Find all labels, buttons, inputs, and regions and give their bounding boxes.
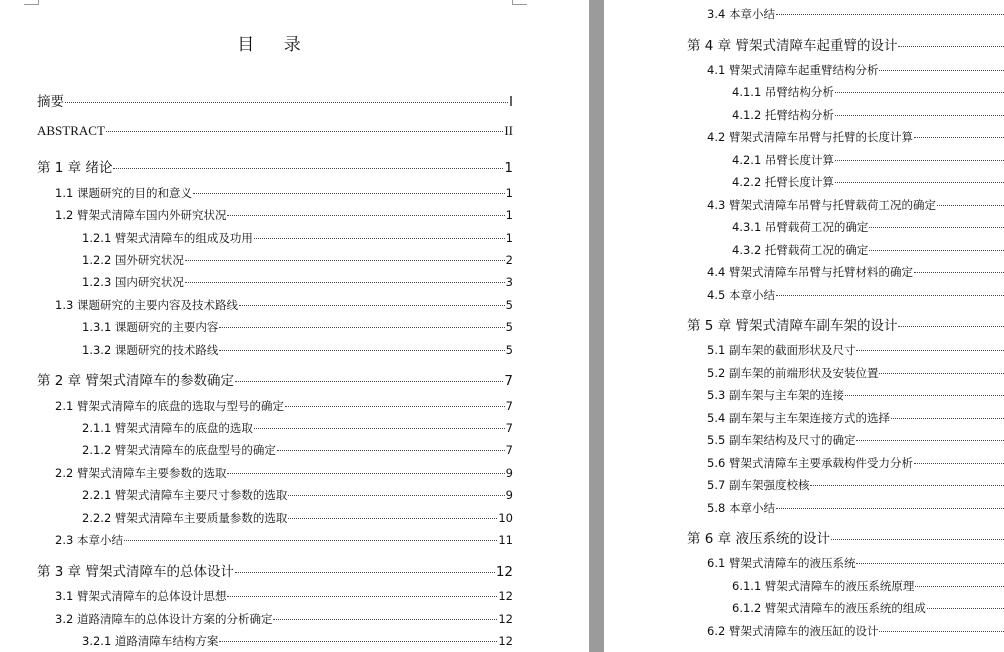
leader-dots bbox=[856, 440, 1004, 441]
leader-dots bbox=[898, 46, 1004, 47]
toc-entry-text: 2.2.2 臂架式清障车主要质量参数的选取 bbox=[82, 511, 288, 525]
leader-dots bbox=[113, 168, 503, 169]
leader-dots bbox=[937, 205, 1004, 206]
leader-dots bbox=[914, 463, 1004, 464]
toc-entry-text: 2.1.2 臂架式清障车的底盘型号的确定 bbox=[82, 443, 276, 457]
leader-dots bbox=[869, 250, 1004, 251]
toc-entry[interactable] bbox=[687, 527, 1004, 547]
leader-dots bbox=[65, 102, 508, 103]
right-page bbox=[604, 0, 1004, 652]
toc-entry[interactable] bbox=[707, 6, 1004, 22]
toc-entry[interactable] bbox=[707, 410, 1004, 426]
toc-entry[interactable] bbox=[687, 34, 1004, 54]
toc-entry-text: 4.4 臂架式清障车吊臂与托臂材料的确定 bbox=[707, 265, 913, 279]
leader-dots bbox=[898, 326, 1004, 327]
toc-entry-text: 第 5 章 臂架式清障车副车架的设计 bbox=[687, 318, 898, 334]
leader-dots bbox=[879, 373, 1004, 374]
leader-dots bbox=[235, 572, 495, 573]
leader-dots bbox=[227, 596, 497, 597]
leader-dots bbox=[235, 381, 503, 382]
toc-entry[interactable] bbox=[687, 314, 1004, 334]
toc-entry[interactable] bbox=[82, 274, 513, 290]
leader-dots bbox=[856, 350, 1004, 351]
leader-dots bbox=[835, 115, 1004, 116]
leader-dots bbox=[239, 305, 505, 306]
leader-dots bbox=[106, 131, 503, 132]
toc-entry-page: 7 bbox=[505, 443, 513, 457]
toc-entry[interactable] bbox=[732, 107, 1004, 123]
toc-entry[interactable] bbox=[707, 623, 1004, 639]
toc-entry-page: 7 bbox=[505, 399, 513, 413]
leader-dots bbox=[776, 295, 1004, 296]
toc-entry-text: 6.1 臂架式清障车的液压系统 bbox=[707, 556, 856, 570]
leader-dots bbox=[845, 395, 1004, 396]
toc-entry-text: 1.3.1 课题研究的主要内容 bbox=[82, 320, 219, 334]
toc-entry-text: 6.1.2 臂架式清障车的液压系统的组成 bbox=[732, 601, 926, 615]
toc-entry[interactable] bbox=[732, 242, 1004, 258]
leader-dots bbox=[219, 327, 504, 328]
leader-dots bbox=[277, 450, 505, 451]
toc-entry-page: 5 bbox=[505, 298, 513, 312]
toc-entry-page: 7 bbox=[504, 373, 513, 389]
toc-entry-page: 1 bbox=[504, 160, 513, 176]
toc-title: 目 录 bbox=[237, 35, 313, 55]
toc-entry[interactable] bbox=[37, 90, 513, 110]
toc-entry-text: 1.3.2 课题研究的技术路线 bbox=[82, 343, 219, 357]
toc-entry[interactable] bbox=[707, 555, 1004, 571]
toc-entry-page: 1 bbox=[505, 186, 513, 200]
leader-dots bbox=[254, 428, 505, 429]
leader-dots bbox=[810, 485, 1004, 486]
toc-entry-page: 10 bbox=[498, 511, 513, 525]
leader-dots bbox=[185, 260, 505, 261]
toc-entry-page: 9 bbox=[505, 488, 513, 502]
toc-entry-page: 5 bbox=[505, 320, 513, 334]
toc-entry-text: 1.3 课题研究的主要内容及技术路线 bbox=[55, 298, 238, 312]
toc-entry[interactable] bbox=[732, 578, 1004, 594]
toc-entry[interactable] bbox=[707, 342, 1004, 358]
leader-dots bbox=[915, 586, 1004, 587]
toc-entry-text: 1.2.3 国内研究状况 bbox=[82, 275, 184, 289]
toc-entry-text: 摘要 bbox=[37, 94, 64, 110]
leader-dots bbox=[835, 160, 1004, 161]
toc-entry[interactable] bbox=[707, 129, 1004, 145]
toc-entry-text: 2.2 臂架式清障车主要参数的选取 bbox=[55, 466, 227, 480]
toc-entry-text: 4.2.2 托臂长度计算 bbox=[732, 175, 834, 189]
toc-entry-text: 4.1 臂架式清障车起重臂结构分析 bbox=[707, 63, 879, 77]
toc-entry[interactable] bbox=[55, 398, 513, 414]
toc-entry-text: 5.1 副车架的截面形状及尺寸 bbox=[707, 343, 856, 357]
leader-dots bbox=[288, 495, 504, 496]
leader-dots bbox=[776, 14, 1004, 15]
toc-entry-page: 3 bbox=[505, 275, 513, 289]
toc-entry[interactable] bbox=[82, 442, 513, 458]
toc-entry-text: 1.2.2 国外研究状况 bbox=[82, 253, 184, 267]
toc-entry[interactable] bbox=[82, 342, 513, 358]
toc-entry[interactable] bbox=[55, 297, 513, 313]
toc-entry-text: 1.2.1 臂架式清障车的组成及功用 bbox=[82, 231, 253, 245]
toc-entry-text: 4.2.1 吊臂长度计算 bbox=[732, 153, 834, 167]
leader-dots bbox=[227, 215, 504, 216]
toc-entry-text: 第 2 章 臂架式清障车的参数确定 bbox=[37, 373, 234, 389]
toc-entry-text: 3.4 本章小结 bbox=[707, 7, 775, 21]
leader-dots bbox=[835, 92, 1004, 93]
leader-dots bbox=[914, 137, 1004, 138]
toc-entry-text: 2.3 本章小结 bbox=[55, 533, 123, 547]
toc-entry-page: 12 bbox=[498, 589, 513, 603]
toc-entry-text: 4.3 臂架式清障车吊臂与托臂载荷工况的确定 bbox=[707, 198, 936, 212]
toc-entry-text: 4.3.1 吊臂载荷工况的确定 bbox=[732, 220, 869, 234]
toc-entry[interactable] bbox=[707, 500, 1004, 516]
leader-dots bbox=[227, 473, 504, 474]
toc-entry-page: II bbox=[504, 123, 513, 138]
toc-entry[interactable] bbox=[37, 560, 513, 580]
toc-entry-page: 1 bbox=[505, 208, 513, 222]
toc-entry-text: 5.3 副车架与主车架的连接 bbox=[707, 388, 844, 402]
toc-entry-text: 4.2 臂架式清障车吊臂与托臂的长度计算 bbox=[707, 130, 913, 144]
toc-entry-text: 4.3.2 托臂载荷工况的确定 bbox=[732, 243, 869, 257]
toc-entry[interactable] bbox=[82, 510, 513, 526]
toc-entry[interactable] bbox=[82, 633, 513, 649]
toc-entry[interactable] bbox=[55, 207, 513, 223]
leader-dots bbox=[273, 619, 497, 620]
leader-dots bbox=[285, 406, 505, 407]
toc-entry-text: 4.5 本章小结 bbox=[707, 288, 775, 302]
toc-entry[interactable] bbox=[732, 219, 1004, 235]
leader-dots bbox=[835, 182, 1004, 183]
leader-dots bbox=[869, 227, 1004, 228]
leader-dots bbox=[776, 508, 1004, 509]
leader-dots bbox=[124, 540, 497, 541]
toc-entry-page: 11 bbox=[498, 533, 513, 547]
toc-entry-text: ABSTRACT bbox=[37, 123, 105, 138]
toc-entry-text: 5.4 副车架与主车架连接方式的选择 bbox=[707, 411, 890, 425]
toc-entry[interactable] bbox=[55, 588, 513, 604]
toc-entry[interactable] bbox=[707, 264, 1004, 280]
toc-entry-page: 12 bbox=[495, 564, 513, 580]
toc-entry[interactable] bbox=[732, 174, 1004, 190]
toc-entry[interactable] bbox=[707, 287, 1004, 303]
leader-dots bbox=[914, 272, 1004, 273]
toc-entry[interactable] bbox=[707, 387, 1004, 403]
toc-entry-text: 4.1.1 吊臂结构分析 bbox=[732, 85, 834, 99]
toc-entry-page: 2 bbox=[505, 253, 513, 267]
toc-entry[interactable] bbox=[707, 62, 1004, 78]
leader-dots bbox=[879, 631, 1004, 632]
toc-entry-text: 1.1 课题研究的目的和意义 bbox=[55, 186, 192, 200]
crop-mark-right bbox=[512, 0, 527, 5]
toc-entry[interactable] bbox=[732, 600, 1004, 616]
toc-entry[interactable] bbox=[82, 487, 513, 503]
leader-dots bbox=[219, 641, 497, 642]
leader-dots bbox=[185, 282, 505, 283]
leader-dots bbox=[193, 193, 505, 194]
toc-entry[interactable] bbox=[55, 611, 513, 627]
leader-dots bbox=[254, 238, 505, 239]
toc-entry-text: 5.6 臂架式清障车主要承载构件受力分析 bbox=[707, 456, 913, 470]
leader-dots bbox=[879, 70, 1004, 71]
toc-entry-text: 5.7 副车架强度校核 bbox=[707, 478, 810, 492]
toc-entry[interactable] bbox=[37, 369, 513, 389]
toc-entry-page: 12 bbox=[498, 612, 513, 626]
toc-entry[interactable] bbox=[37, 156, 513, 176]
toc-entry-text: 5.5 副车架结构及尺寸的确定 bbox=[707, 433, 856, 447]
toc-entry[interactable] bbox=[707, 455, 1004, 471]
toc-entry[interactable] bbox=[55, 465, 513, 481]
leader-dots bbox=[927, 608, 1004, 609]
toc-entry-page: 7 bbox=[505, 421, 513, 435]
leader-dots bbox=[856, 563, 1004, 564]
toc-entry-text: 2.1.1 臂架式清障车的底盘的选取 bbox=[82, 421, 253, 435]
toc-entry-text: 第 3 章 臂架式清障车的总体设计 bbox=[37, 564, 234, 580]
toc-entry[interactable] bbox=[82, 420, 513, 436]
leader-dots bbox=[831, 539, 1004, 540]
toc-entry[interactable] bbox=[82, 319, 513, 335]
toc-entry-text: 6.1.1 臂架式清障车的液压系统原理 bbox=[732, 579, 915, 593]
leader-dots bbox=[288, 518, 497, 519]
toc-entry-page: 9 bbox=[505, 466, 513, 480]
toc-entry-text: 2.1 臂架式清障车的底盘的选取与型号的确定 bbox=[55, 399, 284, 413]
toc-entry-page: 12 bbox=[498, 634, 513, 648]
toc-entry-text: 3.2 道路清障车的总体设计方案的分析确定 bbox=[55, 612, 273, 626]
toc-entry[interactable] bbox=[732, 152, 1004, 168]
toc-entry-text: 第 6 章 液压系统的设计 bbox=[687, 531, 830, 547]
toc-entry-page: 1 bbox=[505, 231, 513, 245]
toc-entry-text: 1.2 臂架式清障车国内外研究状况 bbox=[55, 208, 227, 222]
toc-entry-text: 3.2.1 道路清障车结构方案 bbox=[82, 634, 219, 648]
leader-dots bbox=[891, 418, 1004, 419]
toc-entry[interactable] bbox=[707, 197, 1004, 213]
toc-entry-text: 3.1 臂架式清障车的总体设计思想 bbox=[55, 589, 227, 603]
toc-entry-text: 2.2.1 臂架式清障车主要尺寸参数的选取 bbox=[82, 488, 288, 502]
leader-dots bbox=[219, 350, 504, 351]
toc-entry[interactable] bbox=[82, 252, 513, 268]
toc-entry-text: 5.8 本章小结 bbox=[707, 501, 775, 515]
toc-entry-text: 第 1 章 绪论 bbox=[37, 160, 113, 176]
toc-entry-text: 5.2 副车架的前端形状及安装位置 bbox=[707, 366, 879, 380]
toc-entry[interactable] bbox=[707, 477, 1004, 493]
toc-entry[interactable] bbox=[707, 432, 1004, 448]
toc-entry[interactable] bbox=[732, 84, 1004, 100]
toc-entry-text: 4.1.2 托臂结构分析 bbox=[732, 108, 834, 122]
toc-entry-text: 第 4 章 臂架式清障车起重臂的设计 bbox=[687, 38, 898, 54]
toc-entry[interactable] bbox=[707, 365, 1004, 381]
toc-entry[interactable] bbox=[37, 123, 513, 139]
toc-entry[interactable] bbox=[55, 532, 513, 548]
toc-entry[interactable] bbox=[82, 230, 513, 246]
toc-entry-page: I bbox=[509, 94, 513, 110]
toc-entry[interactable] bbox=[55, 185, 513, 201]
crop-mark-left bbox=[24, 0, 39, 5]
toc-entry-text: 6.2 臂架式清障车的液压缸的设计 bbox=[707, 624, 879, 638]
toc-entry-page: 5 bbox=[505, 343, 513, 357]
